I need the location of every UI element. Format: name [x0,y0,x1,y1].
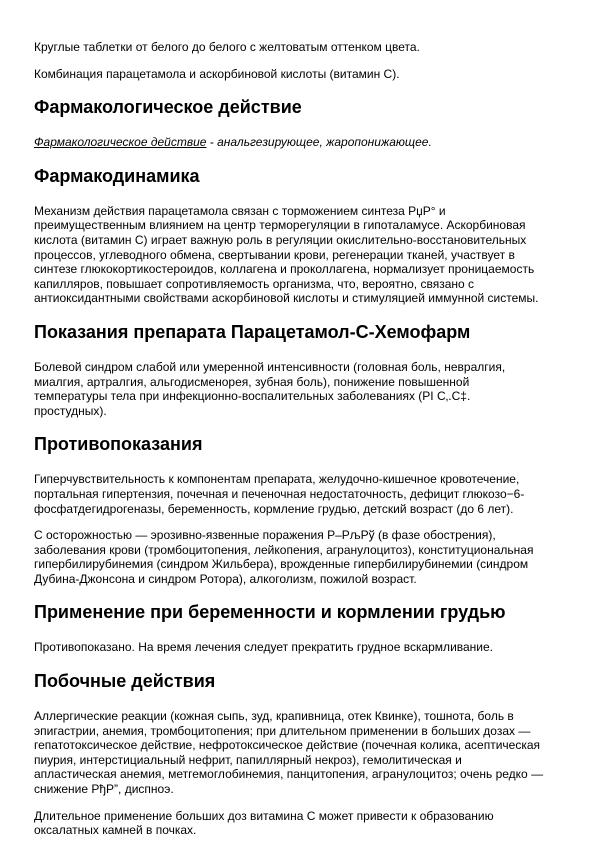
form-line-2: Комбинация парацетамола и аскорбиновой кислоты (витамин С). [34,66,400,81]
text-line: капилляров, повышает сопротивляемость организма, что, вероятно, связано с [34,276,475,291]
text-line: гепатотоксическое действие, нефротоксическое действие (почечная колика, асептическая [34,738,541,753]
text-line: снижение РђР”, диспноэ. [34,782,174,797]
document-page [34,40,562,838]
heading-pregnancy: Применение при беременности и кормлении грудью [34,602,506,623]
text-line: гипербилирубинемия (синдром Жильбера), врожденные гипербилирубинемии (синдром [34,557,529,572]
side-effects-paragraph-2 [34,809,562,838]
text-line: заболевания крови (тромбоцитопения, лейкопения, агранулоцитоз), конституциональная [34,542,534,557]
text-line: простудных). [34,403,107,418]
contraindications-paragraph-2 [34,528,562,586]
text-line: Гиперчувствительность к компонентам препарата, желудочно-кишечное кровотечение, [34,472,520,487]
text-line: оксалатных камней в почках. [34,823,197,838]
text-line: Аллергические реакции (кожная сыпь, зуд, крапивница, отек Квинке), тошнота, боль в [34,709,514,724]
text-line: миалгия, артралгия, альгодисменорея, зубная боль), понижение повышенной [34,374,470,389]
text-line: портальная гипертензия, почечная и печеночная недостаточность, дефицит глюкозо−6- [34,486,525,501]
indications-paragraph [34,360,562,418]
side-effects-paragraph-1 [34,709,562,797]
text-line: Болевой синдром слабой или умеренной интенсивности (головная боль, невралгия, [34,359,506,374]
pharmacodynamics-paragraph [34,204,562,306]
heading-pharmacodynamics: Фармакодинамика [34,165,200,186]
pregnancy-text: Противопоказано. На время лечения следует прекратить грудное вскармливание. [34,640,494,655]
text-line: синтезе глюкокортикостероидов, коллагена и проколлагена, нормализует проницаемость [34,262,535,277]
heading-contraindications: Противопоказания [34,434,203,455]
text-line: фосфатдегидрогеназы, беременность, кормление грудью, детский возраст (до 6 лет). [34,501,514,516]
text-line: Длительное применение больших доз витамина С может привести к образованию [34,808,494,823]
text-line: эпигастрии, анемия, тромбоцитопения; при длительном применении в больших дозах — [34,723,531,738]
text-line: пиурия, интерстициальный нефрит, папиллярный некроз), гемолитическая и [34,752,462,767]
heading-pharm-action: Фармакологическое действие [34,97,302,118]
heading-side-effects: Побочные действия [34,671,216,692]
text-line: антиоксидантными свойствами аскорбиновой кислоты и стимуляцией иммунной системы. [34,291,539,306]
pharm-action-link[interactable]: Фармакологическое действие [34,135,207,150]
contraindications-paragraph-1 [34,472,562,516]
text-line: преимущественным влиянием на центр терморегуляции в гипоталамусе. Аскорбиновая [34,218,526,233]
text-line: апластическая анемия, метгемоглобинемия, панцитопения, агранулоцитоз; очень редко — [34,767,544,782]
heading-indications: Показания препарата Парацетамол-С-Хемофарм [34,321,471,342]
text-line: процессов, углеводного обмена, свертывании крови, регенерации тканей, участвует в [34,247,515,262]
text-line: температуры тела при инфекционно-воспалительных заболеваниях (РІ С‚.С‡. [34,389,471,404]
text-line: кислота (витамин С) играет важную роль в регуляции окислительно-восстановительных [34,232,527,247]
pharm-action-desc: - анальгезирующее, жаропонижающее. [206,135,432,150]
text-line: С осторожностью — эрозивно-язвенные поражения Р–РљРў (в фазе обострения), [34,528,496,543]
text-line: Дубина-Джонсона и синдром Ротора), алкоголизм, пожилой возраст. [34,571,417,586]
pharm-action-text [34,135,562,150]
text-line: Механизм действия парацетамола связан с торможением синтеза РџР° и [34,203,446,218]
form-line-1: Круглые таблетки от белого до белого с желтоватым оттенком цвета. [34,40,420,54]
